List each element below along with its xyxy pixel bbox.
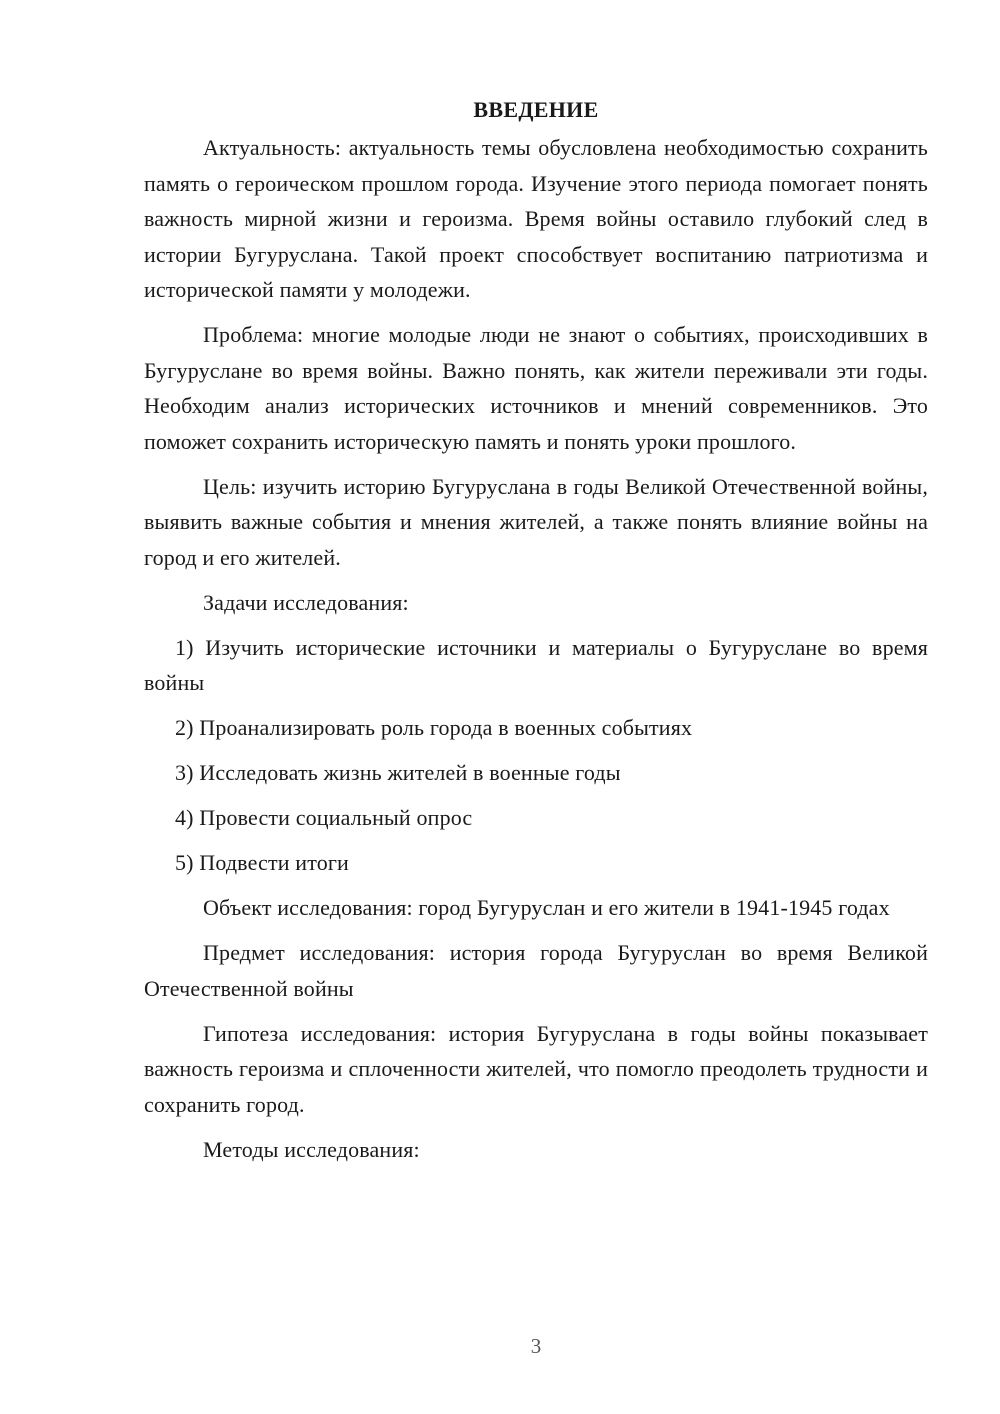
page-number: 3 — [530, 1334, 542, 1358]
problem-paragraph: Проблема: многие молодые люди не знают о событиях, происходивших в Бугуруслане во время войны. Важно понять, как жители переживали эти годы. Необходим анализ исторических источников и мнений современников. Это поможет сохранить историческую память и понять уроки прошлого. — [144, 322, 928, 454]
relevance-paragraph: Актуальность: актуальность темы обусловлена необходимостью сохранить память о героическом прошлом города. Изучение этого периода помогает понять важность мирной жизни и героизма. Время войны оставило глубокий след в истории Бугуруслана. Такой проект способствует воспитанию патриотизма и исторической памяти у молодежи. — [144, 135, 928, 302]
task-item: 4) Провести социальный опрос — [175, 805, 473, 830]
task-item: 5) Подвести итоги — [175, 850, 349, 875]
tasks-heading: Задачи исследования: — [203, 589, 409, 615]
task-item: 3) Исследовать жизнь жителей в военные годы — [175, 760, 621, 785]
page-title: ВВЕДЕНИЕ — [473, 97, 599, 122]
goal-paragraph: Цель: изучить историю Бугуруслана в годы Великой Отечественной войны, выявить важные события и мнения жителей, а также понять влияние войны на город и его жителей. — [144, 473, 928, 570]
document-page — [144, 92, 928, 1177]
hypothesis-paragraph: Гипотеза исследования: история Бугуруслана в годы войны показывает важность героизма и сплоченности жителей, что помогло преодолеть трудности и сохранить город. — [144, 1020, 928, 1117]
object-paragraph: Объект исследования: город Бугуруслан и его жители в 1941-1945 годах — [203, 895, 890, 920]
methods-heading: Методы исследования: — [203, 1136, 420, 1162]
tasks-list — [144, 630, 928, 881]
task-item: 2) Проанализировать роль города в военных событиях — [175, 715, 693, 740]
task-item: 1) Изучить исторические источники и материалы о Бугуруслане во время войны — [144, 634, 928, 695]
subject-paragraph: Предмет исследования: история города Бугуруслан во время Великой Отечественной войны — [144, 940, 928, 1001]
